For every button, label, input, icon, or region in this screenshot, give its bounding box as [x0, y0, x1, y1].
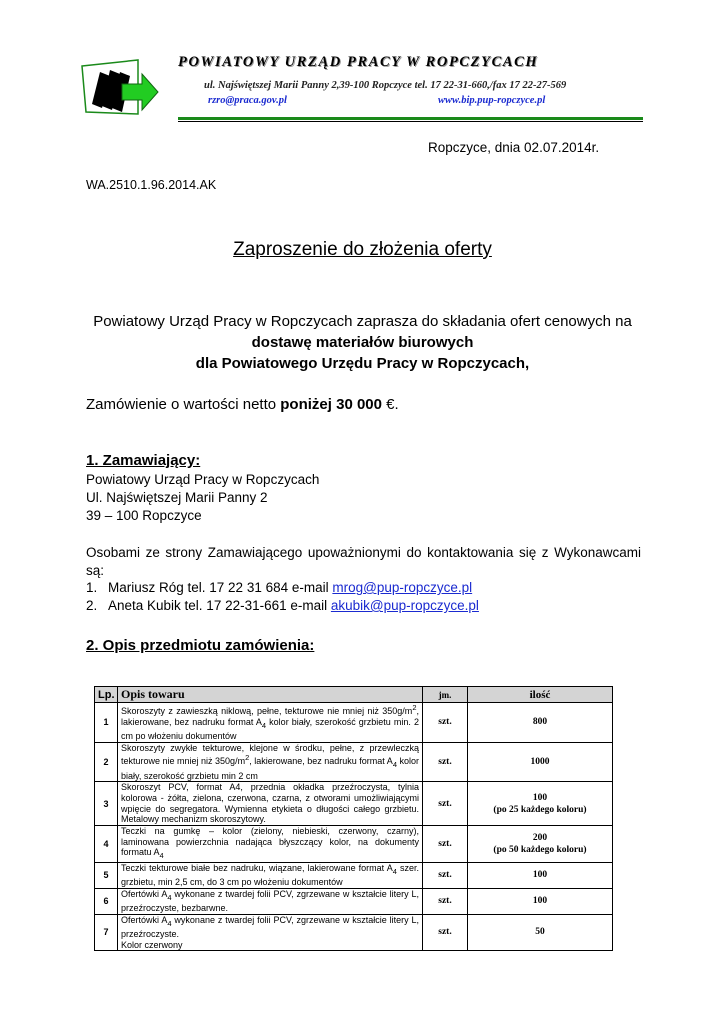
items-table [94, 686, 613, 951]
contact-details: Mariusz Róg tel. 17 22 31 684 e-mail [108, 580, 333, 595]
cell-unit: szt. [423, 782, 468, 826]
contact-email-link[interactable]: mrog@pup-ropczyce.pl [332, 580, 473, 595]
cell-quantity [468, 862, 613, 888]
column-header-description: Opis towaru [118, 687, 423, 703]
table-row [95, 742, 613, 782]
reference-number: WA.2510.1.96.2014.AK [86, 178, 217, 192]
intro-line-3: dla Powiatowego Urzędu Pracy w Ropczycach, [195, 355, 530, 372]
header-rule-black [178, 121, 643, 122]
quantity-value: 100 [532, 896, 548, 907]
quantity-note: (po 25 każdego koloru) [493, 804, 587, 815]
cell-quantity [468, 703, 613, 743]
intro-line-2: dostawę materiałów biurowych [251, 334, 474, 351]
cell-description: Teczki na gumkę – kolor (zielony, niebieski, czerwony, czarny), laminowana powierzchnia nadająca błyszczący kolor, na dokumenty formatu $A_4$ [118, 826, 423, 863]
table-row [95, 888, 613, 914]
cell-lp: 6 [95, 888, 118, 914]
cell-unit: szt. [423, 862, 468, 888]
order-value [86, 396, 399, 413]
quantity-value: 1000 [530, 756, 550, 767]
ordering-party-name: Powiatowy Urząd Pracy w Ropczycach [86, 472, 320, 487]
quantity-value: 200 [532, 832, 548, 843]
contact-number: 2. [86, 598, 98, 613]
order-value-prefix: Zamówienie o wartości netto [86, 396, 281, 413]
contact-number: 1. [86, 580, 98, 595]
cell-unit: szt. [423, 703, 468, 743]
cell-lp: 1 [95, 703, 118, 743]
contact-person-2 [86, 598, 479, 613]
organization-name: POWIATOWY URZĄD PRACY W ROPCZYCACH [178, 54, 539, 70]
intro-line-1: Powiatowy Urząd Pracy w Ropczycach zaprasza do składania ofert cenowych na [93, 313, 632, 330]
cell-description: Ofertówki $A_4$ wykonane z twardej folii PCV, zgrzewane w kształcie litery L, przeźroczyste, bezbarwne. [118, 888, 423, 914]
cell-description: Skoroszyty z zawieszką niklową, pełne, tekturowe nie mniej niż $350g/m^2$, lakierowane, bez nadruku format $A_4$ kolor biały, szerokość grzbietu min. 2 cm po włożeniu dokumentów [118, 703, 423, 743]
arrow-cards-logo-icon [80, 58, 160, 118]
header-address: ul. Najświętszej Marii Panny 2,39-100 Ropczyce tel. 17 22-31-660,/fax 17 22-27-569 [204, 80, 567, 91]
cell-lp: 2 [95, 742, 118, 782]
cell-quantity [468, 888, 613, 914]
cell-unit: szt. [423, 742, 468, 782]
quantity-value: 800 [532, 717, 548, 728]
column-header-quantity: ilość [468, 687, 613, 703]
contact-details: Aneta Kubik tel. 17 22-31-661 e-mail [108, 598, 331, 613]
cell-lp: 3 [95, 782, 118, 826]
table-row [95, 703, 613, 743]
contact-person-1 [86, 580, 472, 595]
header-email[interactable]: rzro@praca.gov.pl [208, 95, 287, 106]
order-value-amount: poniżej 30 000 [280, 396, 382, 413]
cell-quantity [468, 914, 613, 951]
cell-lp: 5 [95, 862, 118, 888]
header-contacts [208, 95, 648, 106]
contact-email-link[interactable]: akubik@pup-ropczyce.pl [330, 598, 479, 613]
contact-intro: Osobami ze strony Zamawiającego upoważnionymi do kontaktowania się z Wykonawcami są: [86, 545, 641, 578]
table-row [95, 862, 613, 888]
cell-description: Teczki tekturowe białe bez nadruku, wiązane, lakierowane format $A_4$ szer. grzbietu, min 2,5 cm, do 3 cm po włożeniu dokumentów [118, 862, 423, 888]
ordering-party-city: 39 – 100 Ropczyce [86, 508, 202, 523]
table-row [95, 914, 613, 951]
table-row [95, 782, 613, 826]
column-header-unit: jm. [423, 687, 468, 703]
cell-quantity [468, 826, 613, 863]
document-title: Zaproszenie do złożenia oferty [233, 239, 492, 260]
letterhead [80, 50, 645, 130]
cell-unit: szt. [423, 826, 468, 863]
quantity-value: 50 [535, 927, 545, 938]
column-header-lp: Lp. [95, 687, 118, 703]
cell-lp: 4 [95, 826, 118, 863]
cell-quantity [468, 742, 613, 782]
cell-lp: 7 [95, 914, 118, 951]
header-rule-green [178, 117, 643, 120]
header-website[interactable]: www.bip.pup-ropczyce.pl [438, 95, 546, 106]
cell-unit: szt. [423, 914, 468, 951]
table-header-row [95, 687, 613, 703]
date-line: Ropczyce, dnia 02.07.2014r. [428, 140, 600, 155]
cell-description: Skoroszyty zwykłe tekturowe, klejone w środku, pełne, z przewleczką tekturowe nie mniej niż $350g/m^2$, lakierowane, bez nadruku format $A_4$ kolor biały, szerokość grzbietu min 2 cm [118, 742, 423, 782]
section-1-heading: 1. Zamawiający: [86, 452, 201, 469]
section-2-heading: 2. Opis przedmiotu zamówienia: [86, 637, 315, 654]
cell-quantity [468, 782, 613, 826]
quantity-note: (po 50 każdego koloru) [493, 844, 587, 855]
cell-unit: szt. [423, 888, 468, 914]
order-value-suffix: €. [381, 396, 399, 413]
table-row [95, 826, 613, 863]
cell-description: Skoroszyt PCV, format A4, przednia okładka przeźroczysta, tylnia kolorowa - żółta, zielona, czerwona, czarna, z otworami umożliwiającymi wpięcie do segregatora. Wymienna etykieta o długości całego grzbietu. Metalowy mechanizm skoroszytowy. [118, 782, 423, 826]
ordering-party-street: Ul. Najświętszej Marii Panny 2 [86, 490, 268, 505]
cell-description: Ofertówki $A_4$ wykonane z twardej folii PCV, zgrzewane w kształcie litery L, przeźroczyste. Kolor czerwony [118, 914, 423, 951]
quantity-value: 100 [532, 870, 548, 881]
quantity-value: 100 [532, 792, 548, 803]
